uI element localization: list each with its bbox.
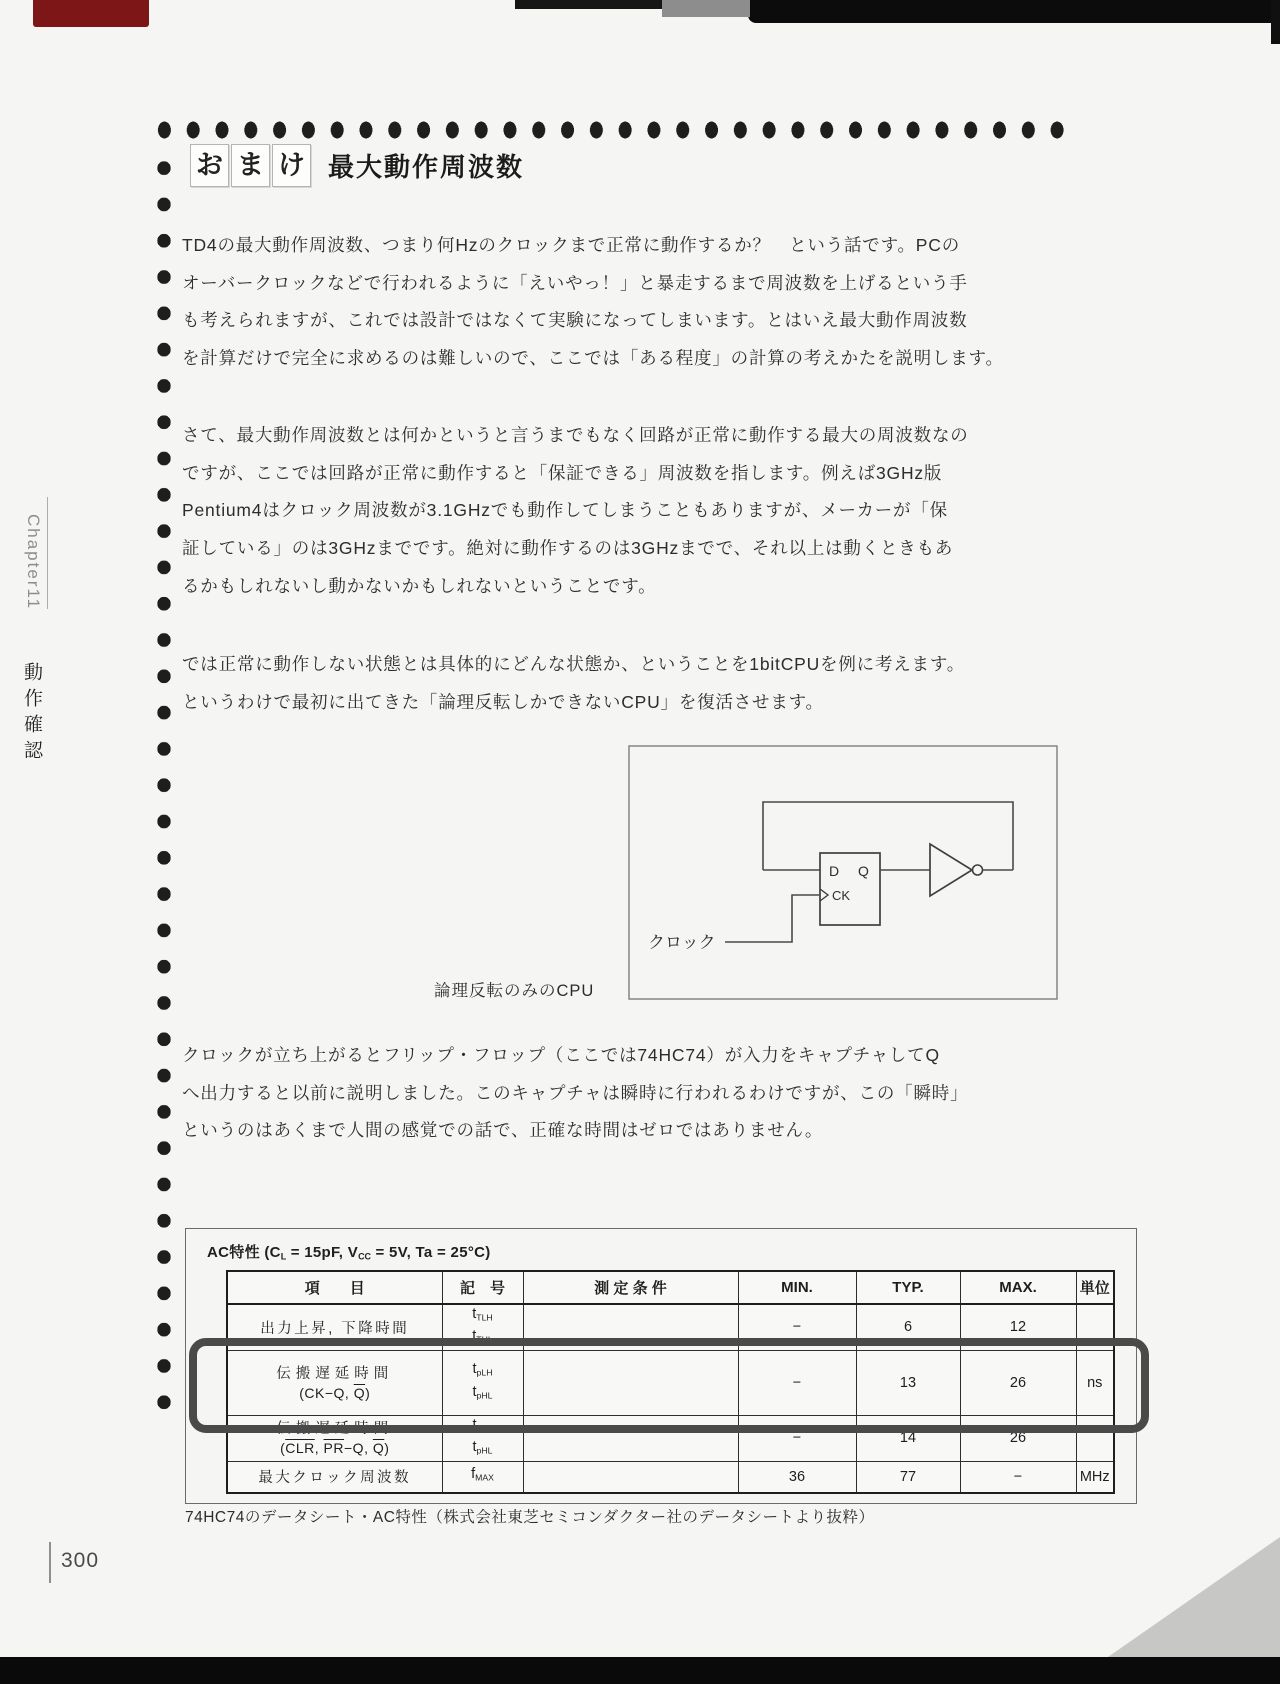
page-number: 300 [61, 1549, 100, 1572]
cell-min: 36 [738, 1461, 856, 1493]
dot-row-decoration [150, 120, 1070, 140]
page-corner-curl [1108, 1537, 1280, 1657]
cell-item: 最大クロック周波数 [227, 1461, 442, 1493]
scan-artifact-top-bar-thick [748, 0, 1280, 23]
ac-label-part: = 15pF, V [286, 1244, 359, 1261]
cell-unit: ns [1076, 1350, 1114, 1415]
ac-label-sub: CC [358, 1251, 372, 1262]
cell-item: 伝搬遅延時間 ($\overline{CLR}$, $\overline{PR}-Q$, $\overline{Q}$) [227, 1415, 442, 1461]
cell-typ: 13 [856, 1350, 960, 1415]
page-number-rule [49, 1542, 51, 1583]
cell-condition [523, 1461, 738, 1493]
table-header-row [227, 1271, 1114, 1304]
cell-max: 26 [960, 1350, 1076, 1415]
cell-max: − [960, 1461, 1076, 1493]
table-row-max-clock [227, 1461, 1114, 1493]
scan-artifact-bottom-bar [0, 1657, 1280, 1684]
scan-artifact-right-edge [1271, 0, 1280, 44]
header-typ: TYP. [856, 1271, 960, 1304]
feedback-wire [763, 802, 1013, 870]
section-title [190, 144, 524, 187]
cell-max: 26 [960, 1415, 1076, 1461]
paragraph-3 [182, 646, 1097, 721]
circuit-diagram [628, 745, 1058, 1000]
text-line: ですが、ここでは回路が正常に動作すると「保証できる」周波数を指します。例えば3GHz版 [182, 462, 943, 483]
title-badge-char: け [272, 144, 311, 187]
scan-artifact-red-block [33, 0, 149, 27]
cell-min: − [738, 1415, 856, 1461]
row-highlight-marker [189, 1338, 1149, 1433]
table-caption: 74HC74のデータシート・AC特性（株式会社東芝セミコンダクター社のデータシートより抜粋） [185, 1509, 875, 1526]
title-badge-char: お [190, 144, 229, 187]
scan-artifact-top-gray [662, 0, 750, 17]
clock-edge-icon [820, 889, 828, 901]
inverter-triangle [930, 844, 972, 896]
text-line: 証している」のは3GHzまでです。絶対に動作するのは3GHzまでで、それ以上は動くときもあ [182, 538, 954, 559]
inverter-bubble [973, 865, 983, 875]
cell-min: − [738, 1350, 856, 1415]
text-line: オーバークロックなどで行われるように「えいやっ！」と暴走するまで周波数を上げるという手 [182, 272, 968, 293]
ff-d-label: D [829, 863, 840, 879]
cell-item: 伝搬遅延時間 (CK−Q, $\overline{Q}$) [227, 1350, 442, 1415]
ac-label-part: = 5V, Ta = 25°C) [371, 1244, 491, 1261]
text-line: るかもしれないし動かないかもしれないということです。 [182, 575, 657, 596]
header-max: MAX. [960, 1271, 1076, 1304]
cell-symbol: $f_{MAX}$ [442, 1461, 523, 1493]
cell-symbol: $t_{pLH}$ $t_{pHL}$ [442, 1350, 523, 1415]
cell-symbol: $t_{pLH}$ $t_{pHL}$ [442, 1415, 523, 1461]
cell-max: 12 [960, 1304, 1076, 1350]
cell-item: 出力上昇, 下降時間 [227, 1304, 442, 1350]
diagram-frame [629, 746, 1057, 999]
text-line: というのはあくまで人間の感覚での話で、正確な時間はゼロではありません。 [182, 1120, 824, 1141]
diagram-caption: 論理反転のみのCPU [434, 982, 595, 1000]
paragraph-2 [182, 417, 1097, 605]
text-line: Pentium4はクロック周波数が3.1GHzでも動作してしまうこともありますが、メーカーが「保 [182, 500, 948, 521]
chapter-label: Chapter11 [24, 514, 43, 611]
ac-label-part: AC特性 (C [207, 1244, 281, 1261]
ff-ck-label: CK [832, 888, 851, 903]
text-line: へ出力すると以前に説明しました。このキャプチャは瞬時に行われるわけですが、この「瞬時」 [182, 1082, 969, 1103]
cell-typ: 77 [856, 1461, 960, 1493]
paragraph-4 [182, 1037, 1097, 1150]
one-bit-cpu-schematic [628, 745, 1058, 1000]
header-condition: 測 定 条 件 [523, 1271, 738, 1304]
cell-min: − [738, 1304, 856, 1350]
cell-unit: MHz [1076, 1461, 1114, 1493]
text-line: TD4の最大動作周波数、つまり何Hzのクロックまで正常に動作するか？ という話です。PCの [182, 235, 961, 255]
title-badge-char: ま [231, 144, 270, 187]
paragraph-1 [182, 227, 1097, 378]
clock-wire [725, 895, 820, 942]
text-line: さて、最大動作周波数とは何かというと言うまでもなく回路が正常に動作する最大の周波数なの [182, 425, 969, 445]
text-line: クロックが立ち上がるとフリップ・フロップ（ここでは74HC74）が入力をキャプチャしてQ [182, 1045, 940, 1065]
ac-label-sub: L [280, 1251, 287, 1262]
cell-typ: 14 [856, 1415, 960, 1461]
cell-typ: 6 [856, 1304, 960, 1350]
header-min: MIN. [738, 1271, 856, 1304]
chapter-rule [47, 497, 48, 609]
text-line: では正常に動作しない状態とは具体的にどんな状態か、ということを1bitCPUを例に考えます。 [182, 654, 966, 674]
header-item: 項 目 [227, 1271, 442, 1304]
header-unit: 単位 [1076, 1271, 1114, 1304]
clock-label: クロック [648, 933, 716, 952]
text-line: も考えられますが、これでは設計ではなくて実験になってしまいます。とはいえ最大動作周波数 [182, 310, 968, 331]
text-line: というわけで最初に出てきた「論理反転しかできないCPU」を復活させます。 [182, 691, 824, 712]
dot-column-decoration [155, 150, 173, 1422]
page-title: 最大動作周波数 [328, 152, 525, 182]
text-line: を計算だけで完全に求めるのは難しいので、ここでは「ある程度」の計算の考えかたを説明します。 [182, 348, 1004, 369]
cell-symbol: $t_{TLH}$ $t_{THL}$ [442, 1304, 523, 1350]
header-symbol: 記 号 [442, 1271, 523, 1304]
ff-q-label: Q [858, 863, 869, 879]
section-label: 動作確認 [21, 662, 42, 766]
ac-conditions-label [207, 1241, 491, 1262]
